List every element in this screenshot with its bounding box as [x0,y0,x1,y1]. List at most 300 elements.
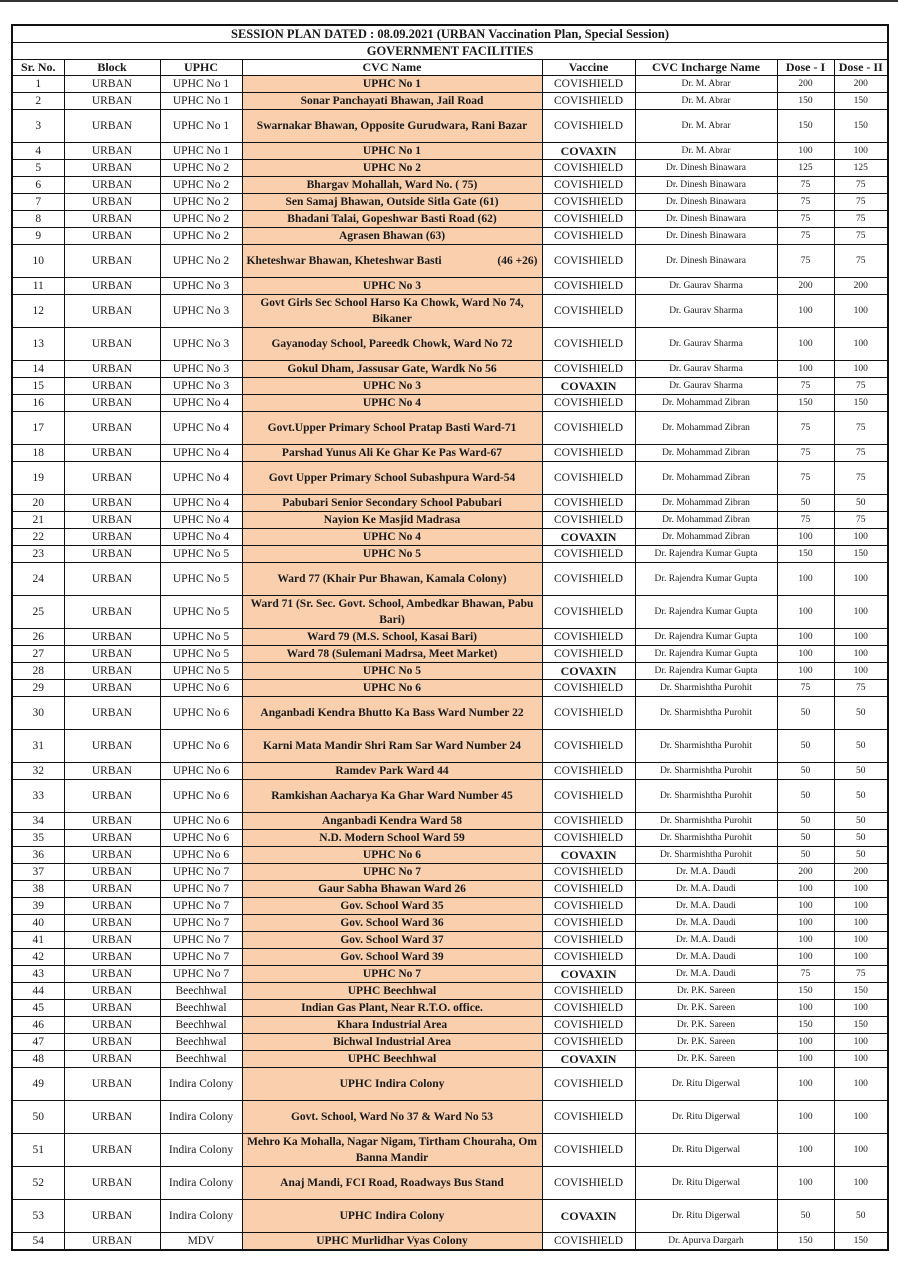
session-plan-table [11,24,889,1251]
dose-1-cell: 125 [777,160,834,177]
incharge-cell: Dr. Mohammad Zibran [635,395,777,412]
incharge-cell: Dr. Sharmishtha Purohit [635,730,777,763]
incharge-cell: Dr. Sharmishtha Purohit [635,780,777,813]
incharge-cell: Dr. Rajendra Kumar Gupta [635,546,777,563]
dose-2-cell: 150 [834,1017,888,1034]
table-row [12,1000,888,1017]
vaccine-cell: COVISHIELD [542,76,635,93]
vaccine-cell: COVISHIELD [542,881,635,898]
block-cell: URBAN [64,228,160,245]
cvc-name-cell: Govt Girls Sec School Harso Ka Chowk, Ward No 74, Bikaner [242,295,542,328]
col-header-cvc-name: CVC Name [242,60,542,76]
dose-1-cell: 100 [777,663,834,680]
dose-1-cell: 100 [777,1000,834,1017]
uphc-cell: UPHC No 5 [160,629,242,646]
column-header-row [12,60,888,76]
vaccine-cell: COVISHIELD [542,177,635,194]
uphc-cell: UPHC No 1 [160,93,242,110]
dose-2-cell: 75 [834,228,888,245]
sr-no-cell: 30 [12,697,64,730]
dose-1-cell: 100 [777,1051,834,1068]
block-cell: URBAN [64,1167,160,1200]
incharge-cell: Dr. Rajendra Kumar Gupta [635,629,777,646]
table-row [12,361,888,378]
block-cell: URBAN [64,295,160,328]
sr-no-cell: 13 [12,328,64,361]
block-cell: URBAN [64,1000,160,1017]
cvc-name-cell: UPHC No 6 [242,680,542,697]
uphc-cell: UPHC No 7 [160,949,242,966]
table-row [12,462,888,495]
sr-no-cell: 11 [12,278,64,295]
sr-no-cell: 26 [12,629,64,646]
vaccine-cell: COVISHIELD [542,813,635,830]
incharge-cell: Dr. Gaurav Sharma [635,361,777,378]
sr-no-cell: 28 [12,663,64,680]
dose-1-cell: 50 [777,495,834,512]
cvc-name-cell: UPHC No 4 [242,529,542,546]
sr-no-cell: 18 [12,445,64,462]
block-cell: URBAN [64,211,160,228]
dose-2-cell: 150 [834,983,888,1000]
uphc-cell: UPHC No 4 [160,395,242,412]
uphc-cell: UPHC No 3 [160,328,242,361]
table-row [12,864,888,881]
cvc-name-cell: Govt Upper Primary School Subashpura Ward-54 [242,462,542,495]
vaccine-cell: COVISHIELD [542,915,635,932]
table-row [12,680,888,697]
table-row [12,278,888,295]
cvc-name-cell: Agrasen Bhawan (63) [242,228,542,245]
table-row [12,110,888,143]
sr-no-cell: 33 [12,780,64,813]
incharge-cell: Dr. Mohammad Zibran [635,412,777,445]
block-cell: URBAN [64,864,160,881]
incharge-cell: Dr. Ritu Digerwal [635,1200,777,1233]
uphc-cell: Beechhwal [160,1017,242,1034]
vaccine-cell: COVAXIN [542,847,635,864]
sr-no-cell: 43 [12,966,64,983]
dose-2-cell: 50 [834,830,888,847]
sr-no-cell: 44 [12,983,64,1000]
vaccine-cell: COVISHIELD [542,93,635,110]
cvc-name-cell: UPHC No 1 [242,143,542,160]
uphc-cell: UPHC No 5 [160,563,242,596]
cvc-name-cell: UPHC No 5 [242,663,542,680]
uphc-cell: UPHC No 5 [160,646,242,663]
block-cell: URBAN [64,328,160,361]
sr-no-cell: 53 [12,1200,64,1233]
incharge-cell: Dr. Dinesh Binawara [635,194,777,211]
sr-no-cell: 37 [12,864,64,881]
dose-1-cell: 75 [777,512,834,529]
dose-2-cell: 50 [834,763,888,780]
uphc-cell: UPHC No 1 [160,143,242,160]
table-row [12,1017,888,1034]
cvc-name-cell: UPHC No 2 [242,160,542,177]
incharge-cell: Dr. Sharmishtha Purohit [635,813,777,830]
block-cell: URBAN [64,949,160,966]
dose-2-cell: 50 [834,730,888,763]
dose-2-cell: 75 [834,512,888,529]
incharge-cell: Dr. M.A. Daudi [635,864,777,881]
block-cell: URBAN [64,1101,160,1134]
col-header-sr-no: Sr. No. [12,60,64,76]
cvc-name-cell: Ward 71 (Sr. Sec. Govt. School, Ambedkar Bhawan, Pabu Bari) [242,596,542,629]
uphc-cell: UPHC No 3 [160,378,242,395]
cvc-name-cell: Bhargav Mohallah, Ward No. ( 75) [242,177,542,194]
dose-2-cell: 100 [834,629,888,646]
vaccine-cell: COVISHIELD [542,763,635,780]
block-cell: URBAN [64,143,160,160]
dose-1-cell: 100 [777,1167,834,1200]
dose-2-cell: 50 [834,847,888,864]
incharge-cell: Dr. Dinesh Binawara [635,177,777,194]
sr-no-cell: 19 [12,462,64,495]
dose-2-cell: 100 [834,646,888,663]
incharge-cell: Dr. M.A. Daudi [635,949,777,966]
block-cell: URBAN [64,966,160,983]
dose-2-cell: 150 [834,395,888,412]
block-cell: URBAN [64,1034,160,1051]
block-cell: URBAN [64,546,160,563]
block-cell: URBAN [64,245,160,278]
uphc-cell: UPHC No 7 [160,881,242,898]
block-cell: URBAN [64,93,160,110]
uphc-cell: Indira Colony [160,1068,242,1101]
uphc-cell: Indira Colony [160,1134,242,1167]
uphc-cell: UPHC No 1 [160,110,242,143]
cvc-name-cell: Gov. School Ward 39 [242,949,542,966]
dose-1-cell: 75 [777,462,834,495]
block-cell: URBAN [64,830,160,847]
block-cell: URBAN [64,395,160,412]
vaccine-cell: COVISHIELD [542,563,635,596]
block-cell: URBAN [64,378,160,395]
incharge-cell: Dr. Dinesh Binawara [635,211,777,228]
sr-no-cell: 3 [12,110,64,143]
uphc-cell: UPHC No 2 [160,160,242,177]
dose-2-cell: 150 [834,1233,888,1251]
vaccine-cell: COVISHIELD [542,730,635,763]
cvc-name-cell: UPHC Beechhwal [242,983,542,1000]
block-cell: URBAN [64,1233,160,1251]
table-row [12,245,888,278]
vaccine-cell: COVISHIELD [542,629,635,646]
sr-no-cell: 40 [12,915,64,932]
table-row [12,983,888,1000]
uphc-cell: Indira Colony [160,1101,242,1134]
dose-2-cell: 100 [834,1051,888,1068]
vaccine-cell: COVISHIELD [542,596,635,629]
uphc-cell: UPHC No 2 [160,228,242,245]
table-row [12,730,888,763]
uphc-cell: UPHC No 6 [160,697,242,730]
incharge-cell: Dr. Ritu Digerwal [635,1101,777,1134]
dose-2-cell: 100 [834,1000,888,1017]
dose-2-cell: 200 [834,278,888,295]
dose-2-cell: 75 [834,680,888,697]
dose-1-cell: 200 [777,864,834,881]
uphc-cell: UPHC No 5 [160,663,242,680]
incharge-cell: Dr. M. Abrar [635,76,777,93]
block-cell: URBAN [64,1051,160,1068]
cvc-name-cell: Pabubari Senior Secondary School Pabubari [242,495,542,512]
cvc-name-cell: UPHC No 6 [242,847,542,864]
incharge-cell: Dr. M.A. Daudi [635,898,777,915]
block-cell: URBAN [64,194,160,211]
incharge-cell: Dr. Ritu Digerwal [635,1068,777,1101]
sr-no-cell: 47 [12,1034,64,1051]
block-cell: URBAN [64,445,160,462]
incharge-cell: Dr. M.A. Daudi [635,915,777,932]
cvc-name-suffix: (46 +26) [497,255,538,267]
uphc-cell: Beechhwal [160,1000,242,1017]
table-row [12,697,888,730]
uphc-cell: UPHC No 3 [160,361,242,378]
dose-2-cell: 100 [834,898,888,915]
dose-1-cell: 100 [777,328,834,361]
cvc-name-cell: UPHC Indira Colony [242,1200,542,1233]
uphc-cell: UPHC No 6 [160,730,242,763]
dose-2-cell: 200 [834,76,888,93]
dose-1-cell: 200 [777,278,834,295]
incharge-cell: Dr. M. Abrar [635,110,777,143]
dose-2-cell: 75 [834,245,888,278]
block-cell: URBAN [64,361,160,378]
vaccine-cell: COVAXIN [542,1200,635,1233]
block-cell: URBAN [64,110,160,143]
block-cell: URBAN [64,847,160,864]
block-cell: URBAN [64,1200,160,1233]
sr-no-cell: 14 [12,361,64,378]
table-row [12,663,888,680]
dose-1-cell: 100 [777,1068,834,1101]
dose-2-cell: 100 [834,361,888,378]
uphc-cell: UPHC No 2 [160,245,242,278]
incharge-cell: Dr. M.A. Daudi [635,881,777,898]
table-row [12,378,888,395]
vaccine-cell: COVISHIELD [542,1233,635,1251]
dose-2-cell: 75 [834,445,888,462]
sr-no-cell: 2 [12,93,64,110]
block-cell: URBAN [64,278,160,295]
sr-no-cell: 38 [12,881,64,898]
uphc-cell: Indira Colony [160,1167,242,1200]
table-row [12,143,888,160]
table-row [12,295,888,328]
uphc-cell: UPHC No 6 [160,680,242,697]
sr-no-cell: 34 [12,813,64,830]
table-row [12,563,888,596]
uphc-cell: UPHC No 5 [160,596,242,629]
cvc-name-cell: Anaj Mandi, FCI Road, Roadways Bus Stand [242,1167,542,1200]
table-row [12,546,888,563]
dose-1-cell: 150 [777,93,834,110]
uphc-cell: MDV [160,1233,242,1251]
dose-1-cell: 75 [777,680,834,697]
sr-no-cell: 17 [12,412,64,445]
vaccine-cell: COVISHIELD [542,697,635,730]
cvc-name-cell: UPHC No 1 [242,76,542,93]
dose-2-cell: 75 [834,194,888,211]
dose-1-cell: 75 [777,412,834,445]
cvc-name-cell: Khara Industrial Area [242,1017,542,1034]
sr-no-cell: 23 [12,546,64,563]
dose-1-cell: 100 [777,361,834,378]
vaccine-cell: COVISHIELD [542,194,635,211]
block-cell: URBAN [64,915,160,932]
block-cell: URBAN [64,663,160,680]
dose-2-cell: 150 [834,93,888,110]
table-row [12,76,888,93]
vaccine-cell: COVISHIELD [542,646,635,663]
incharge-cell: Dr. Mohammad Zibran [635,512,777,529]
table-row [12,763,888,780]
cvc-name-split [245,253,540,269]
table-row [12,830,888,847]
sr-no-cell: 49 [12,1068,64,1101]
sr-no-cell: 36 [12,847,64,864]
dose-2-cell: 200 [834,864,888,881]
table-body [12,76,888,1251]
dose-1-cell: 150 [777,983,834,1000]
block-cell: URBAN [64,780,160,813]
dose-1-cell: 75 [777,228,834,245]
cvc-name-cell: Bhadani Talai, Gopeshwar Basti Road (62) [242,211,542,228]
sr-no-cell: 52 [12,1167,64,1200]
vaccine-cell: COVISHIELD [542,864,635,881]
uphc-cell: Beechhwal [160,1034,242,1051]
cvc-name-cell: UPHC No 5 [242,546,542,563]
block-cell: URBAN [64,495,160,512]
cvc-name-cell: UPHC No 3 [242,278,542,295]
incharge-cell: Dr. Rajendra Kumar Gupta [635,563,777,596]
block-cell: URBAN [64,730,160,763]
cvc-name-cell: Parshad Yunus Ali Ke Ghar Ke Pas Ward-67 [242,445,542,462]
block-cell: URBAN [64,160,160,177]
sr-no-cell: 51 [12,1134,64,1167]
sr-no-cell: 32 [12,763,64,780]
vaccine-cell: COVISHIELD [542,462,635,495]
vaccine-cell: COVISHIELD [542,983,635,1000]
cvc-name-cell: Ward 77 (Khair Pur Bhawan, Kamala Colony) [242,563,542,596]
dose-2-cell: 100 [834,596,888,629]
dose-1-cell: 100 [777,881,834,898]
cvc-name-cell: Sen Samaj Bhawan, Outside Sitla Gate (61) [242,194,542,211]
cvc-name-cell: Nayion Ke Masjid Madrasa [242,512,542,529]
uphc-cell: UPHC No 4 [160,529,242,546]
table-row [12,780,888,813]
dose-1-cell: 100 [777,949,834,966]
uphc-cell: UPHC No 2 [160,211,242,228]
dose-1-cell: 100 [777,143,834,160]
vaccine-cell: COVISHIELD [542,512,635,529]
block-cell: URBAN [64,680,160,697]
cvc-name-cell: Ward 79 (M.S. School, Kasai Bari) [242,629,542,646]
vaccine-cell: COVISHIELD [542,412,635,445]
dose-2-cell: 150 [834,546,888,563]
uphc-cell: UPHC No 2 [160,194,242,211]
uphc-cell: UPHC No 7 [160,915,242,932]
uphc-cell: UPHC No 7 [160,932,242,949]
sr-no-cell: 27 [12,646,64,663]
vaccine-cell: COVISHIELD [542,1017,635,1034]
sr-no-cell: 10 [12,245,64,278]
dose-2-cell: 100 [834,949,888,966]
dose-2-cell: 100 [834,143,888,160]
vaccine-cell: COVAXIN [542,143,635,160]
table-row [12,1134,888,1167]
table-row [12,1233,888,1251]
dose-1-cell: 150 [777,546,834,563]
dose-2-cell: 75 [834,412,888,445]
dose-1-cell: 75 [777,966,834,983]
dose-2-cell: 125 [834,160,888,177]
cvc-name-cell: UPHC No 7 [242,864,542,881]
sr-no-cell: 6 [12,177,64,194]
incharge-cell: Dr. Apurva Dargarh [635,1233,777,1251]
vaccine-cell: COVISHIELD [542,228,635,245]
dose-2-cell: 100 [834,328,888,361]
incharge-cell: Dr. Rajendra Kumar Gupta [635,663,777,680]
dose-1-cell: 150 [777,1017,834,1034]
table-row [12,881,888,898]
dose-2-cell: 100 [834,663,888,680]
dose-1-cell: 100 [777,629,834,646]
vaccine-cell: COVISHIELD [542,1034,635,1051]
cvc-name-cell: Anganbadi Kendra Ward 58 [242,813,542,830]
dose-2-cell: 100 [834,881,888,898]
dose-1-cell: 50 [777,780,834,813]
cvc-name-cell: Gov. School Ward 36 [242,915,542,932]
uphc-cell: UPHC No 7 [160,966,242,983]
block-cell: URBAN [64,881,160,898]
uphc-cell: Beechhwal [160,983,242,1000]
vaccine-cell: COVAXIN [542,966,635,983]
table-row [12,847,888,864]
dose-2-cell: 50 [834,495,888,512]
cvc-name-cell: Karni Mata Mandir Shri Ram Sar Ward Number 24 [242,730,542,763]
cvc-name-cell: Sonar Panchayati Bhawan, Jail Road [242,93,542,110]
sr-no-cell: 45 [12,1000,64,1017]
dose-1-cell: 75 [777,245,834,278]
uphc-cell: UPHC No 2 [160,177,242,194]
block-cell: URBAN [64,1068,160,1101]
col-header-dose-1: Dose - I [777,60,834,76]
vaccine-cell: COVAXIN [542,1051,635,1068]
col-header-incharge: CVC Incharge Name [635,60,777,76]
sr-no-cell: 31 [12,730,64,763]
vaccine-cell: COVISHIELD [542,680,635,697]
vaccine-cell: COVISHIELD [542,110,635,143]
table-row [12,646,888,663]
cvc-name-cell: Anganbadi Kendra Bhutto Ka Bass Ward Number 22 [242,697,542,730]
sr-no-cell: 16 [12,395,64,412]
incharge-cell: Dr. M.A. Daudi [635,966,777,983]
incharge-cell: Dr. Dinesh Binawara [635,245,777,278]
uphc-cell: UPHC No 1 [160,76,242,93]
dose-2-cell: 50 [834,813,888,830]
dose-1-cell: 100 [777,915,834,932]
cvc-name-cell: Govt. School, Ward No 37 & Ward No 53 [242,1101,542,1134]
dose-2-cell: 50 [834,697,888,730]
sr-no-cell: 1 [12,76,64,93]
sr-no-cell: 9 [12,228,64,245]
dose-1-cell: 50 [777,830,834,847]
cvc-name-text: Kheteshwar Bhawan, Kheteshwar Basti [246,255,442,267]
vaccine-cell: COVISHIELD [542,830,635,847]
